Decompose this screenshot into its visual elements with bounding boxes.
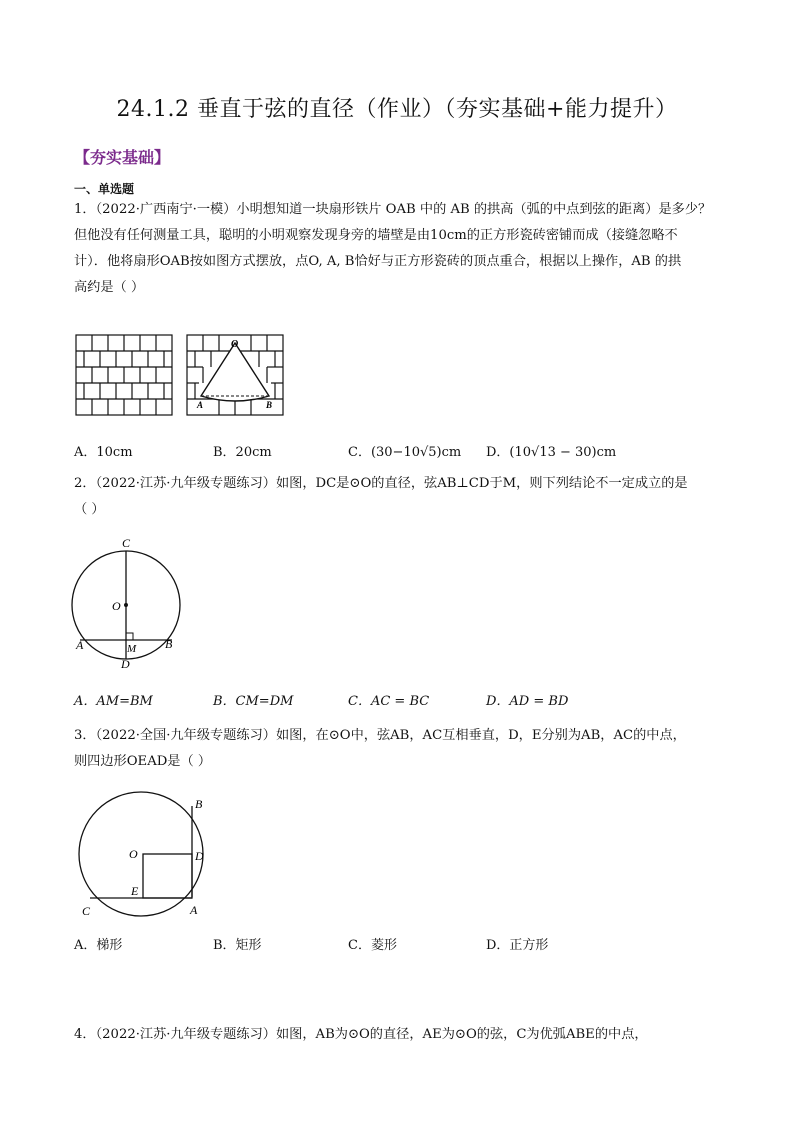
q1-option-b: B．20cm	[213, 445, 272, 460]
q1-option-d: D．(10√13 − 30)cm	[486, 445, 617, 460]
fig3-label-b: B	[195, 797, 203, 811]
question-1-line-1: 1．（2022·广西南宁·一模）小明想知道一块扇形铁片 OAB 中的 AB 的拱高（弧的中点到弦的距离）是多少？	[74, 202, 712, 217]
question-1-line-4: 高约是（ ）	[74, 280, 145, 295]
brick-wall-figure	[75, 334, 173, 416]
question-4-line-1: 4．（2022·江苏·九年级专题练习）如图，AB为⊙O的直径，AE为⊙O的弦，C为优弧ABE的中点，	[74, 1027, 648, 1042]
subsection-heading: 一、单选题	[74, 182, 135, 196]
fig3-label-d: D	[195, 849, 204, 863]
question-1-line-3: 计）．他将扇形OAB按如图方式摆放，点O, A, B恰好与正方形瓷砖的顶点重合，根据以上操作，AB 的拱	[74, 254, 682, 269]
q2-option-b: B．CM=DM	[213, 694, 294, 709]
question-3-line-1: 3．（2022·全国·九年级专题练习）如图，在⊙O中，弦AB，AC互相垂直，D，E分别为AB，AC的中点，	[74, 728, 686, 743]
q2-option-d: D．AD = BD	[486, 694, 569, 709]
fig2-label-a: A	[76, 638, 84, 652]
fig3-label-e: E	[131, 884, 139, 898]
fig3-label-c: C	[82, 904, 91, 918]
question-3-line-2: 则四边形OEAD是（ ）	[74, 754, 212, 769]
document-title: 24.1.2 垂直于弦的直径（作业）（夯实基础+能力提升）	[116, 97, 678, 122]
q3-option-b: B．矩形	[213, 938, 262, 953]
fig2-label-d: D	[121, 657, 130, 671]
fig2-label-o: O	[112, 599, 121, 613]
fig2-label-c: C	[122, 536, 131, 550]
question-3	[74, 723, 734, 775]
question-2-line-1: 2．（2022·江苏·九年级专题练习）如图，DC是⊙O的直径，弦AB⊥CD于M，则下列结论不一定成立的是	[74, 476, 688, 491]
fig1-label-a: A	[197, 400, 204, 410]
question-1-line-2: 但他没有任何测量工具，聪明的小明观察发现身旁的墙壁是由10cm的正方形瓷砖密铺而成（接缝忽略不	[74, 228, 678, 243]
q3-option-a: A．梯形	[74, 938, 123, 953]
question-2	[74, 471, 734, 523]
q2-option-a: A．AM=BM	[74, 694, 153, 709]
q2-option-c: C．AC = BC	[348, 694, 430, 709]
question-1	[74, 197, 734, 301]
q3-option-c: C．菱形	[348, 938, 397, 953]
fig2-label-b: B	[165, 637, 173, 651]
fig3-label-a: A	[190, 903, 198, 917]
q1-option-c: C．(30−10√5)cm	[348, 445, 462, 460]
fig1-label-b: B	[266, 400, 273, 410]
question-2-line-2: （ ）	[74, 502, 105, 517]
sector-on-wall-figure	[186, 334, 284, 416]
q1-option-a: A．10cm	[74, 445, 133, 460]
section-heading: 【夯实基础】	[74, 148, 171, 167]
q3-option-d: D．正方形	[486, 938, 549, 953]
circle-diameter-figure	[70, 534, 185, 674]
fig3-label-o: O	[129, 847, 138, 861]
fig2-label-m: M	[127, 643, 137, 655]
fig1-label-o: O	[231, 339, 239, 350]
circle-chords-figure	[68, 790, 218, 922]
question-4	[74, 1022, 734, 1048]
